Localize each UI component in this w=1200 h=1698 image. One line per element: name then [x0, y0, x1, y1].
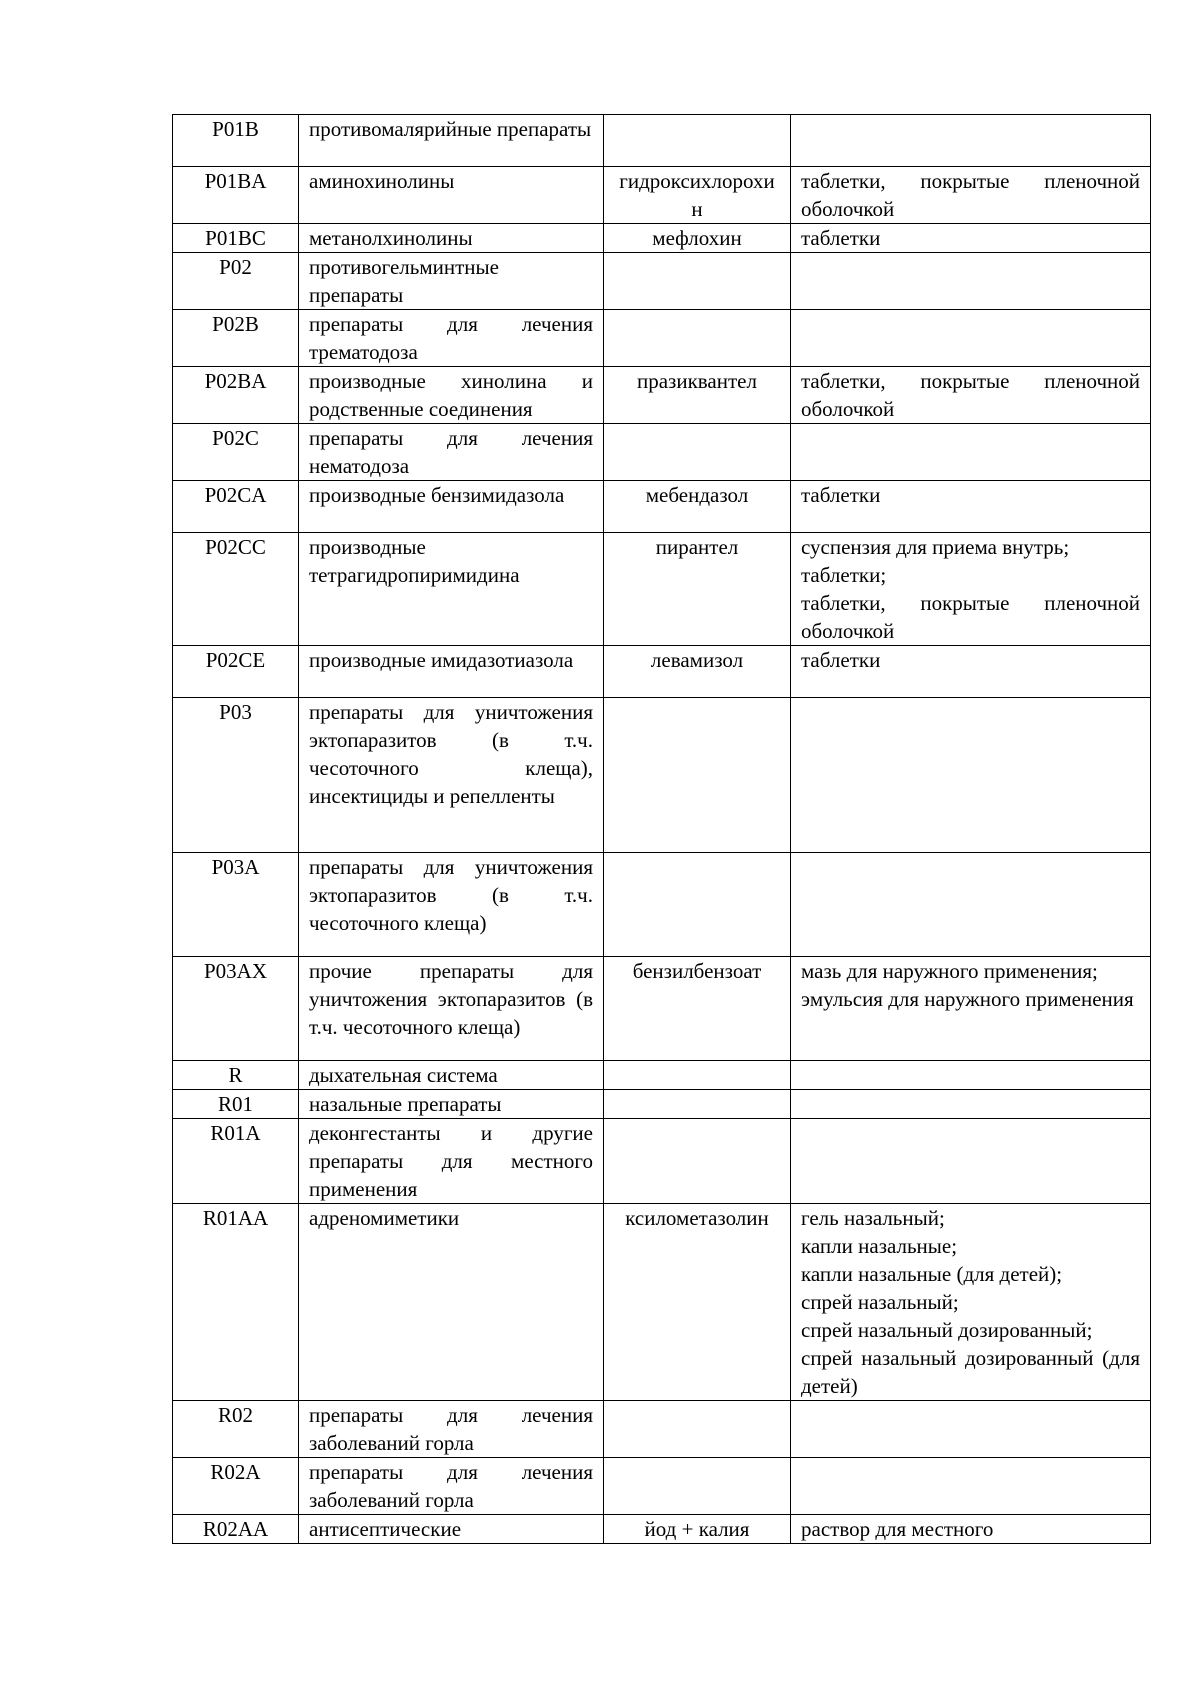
drug-name-cell [604, 115, 791, 167]
drug-name-cell: мебендазол [604, 481, 791, 533]
dosage-form-item: эмульсия для наружного применения [801, 987, 1134, 1011]
dosage-form-item: капли назальные (для детей); [801, 1262, 1063, 1286]
table-row [173, 533, 1151, 646]
table-row [173, 253, 1151, 310]
atc-code-cell: P02CE [173, 646, 299, 698]
dosage-form-item: спрей назальный дозированный (для детей) [801, 1346, 1140, 1398]
atc-code-cell: P02B [173, 310, 299, 367]
drug-name-cell [604, 1119, 791, 1204]
dosage-form-cell [791, 853, 1151, 957]
drug-name-cell: йод + калия [604, 1515, 791, 1544]
group-name-cell: назальные препараты [299, 1090, 604, 1119]
table-row [173, 1061, 1151, 1090]
group-name-cell: производные хинолина и родственные соединения [299, 367, 604, 424]
dosage-form-cell [791, 957, 1151, 1061]
dosage-form-cell [791, 481, 1151, 533]
drug-name-cell: мефлохин [604, 224, 791, 253]
group-name-cell: деконгестанты и другие препараты для местного применения [299, 1119, 604, 1204]
dosage-form-cell [791, 1061, 1151, 1090]
drug-name-cell [604, 253, 791, 310]
dosage-form-cell [791, 1515, 1151, 1544]
dosage-form-cell [791, 253, 1151, 310]
table-row [173, 853, 1151, 957]
atc-code-cell: R01 [173, 1090, 299, 1119]
group-name-cell: аминохинолины [299, 167, 604, 224]
drug-name-cell [604, 853, 791, 957]
dosage-form-cell [791, 310, 1151, 367]
group-name-cell: противогельминтные препараты [299, 253, 604, 310]
atc-code-cell: R [173, 1061, 299, 1090]
dosage-form-cell [791, 1119, 1151, 1204]
table-row [173, 115, 1151, 167]
table-row [173, 224, 1151, 253]
table-row [173, 1401, 1151, 1458]
group-name-cell: противомалярийные препараты [299, 115, 604, 167]
atc-code-cell: P01BA [173, 167, 299, 224]
table-row [173, 1458, 1151, 1515]
drug-name-cell: бензилбензоат [604, 957, 791, 1061]
table-row [173, 424, 1151, 481]
atc-code-cell: P03A [173, 853, 299, 957]
group-name-cell: дыхательная система [299, 1061, 604, 1090]
dosage-form-item: таблетки, покрытые пленочной оболочкой [801, 369, 1140, 421]
atc-code-cell: R02 [173, 1401, 299, 1458]
drug-name-cell: пирантел [604, 533, 791, 646]
table-row [173, 367, 1151, 424]
atc-code-cell: P02CA [173, 481, 299, 533]
dosage-form-cell [791, 224, 1151, 253]
dosage-form-item: таблетки [801, 648, 881, 672]
group-name-cell: препараты для уничтожения эктопаразитов (в т.ч. чесоточного клеща), инсектициды и репелленты [299, 698, 604, 853]
dosage-form-item: капли назальные; [801, 1234, 958, 1258]
group-name-cell: препараты для лечения заболеваний горла [299, 1458, 604, 1515]
dosage-form-cell [791, 1090, 1151, 1119]
group-name-cell: метанолхинолины [299, 224, 604, 253]
atc-code-cell: P03 [173, 698, 299, 853]
atc-code-cell: R02A [173, 1458, 299, 1515]
dosage-form-cell [791, 646, 1151, 698]
group-name-cell: адреномиметики [299, 1204, 604, 1401]
drug-name-cell: ксилометазолин [604, 1204, 791, 1401]
dosage-form-cell [791, 115, 1151, 167]
dosage-form-cell [791, 1458, 1151, 1515]
dosage-form-item: спрей назальный; [801, 1290, 959, 1314]
group-name-cell: препараты для уничтожения эктопаразитов (в т.ч. чесоточного клеща) [299, 853, 604, 957]
drug-name-cell: гидроксихлорохин [604, 167, 791, 224]
atc-code-cell: P02CC [173, 533, 299, 646]
table-row [173, 646, 1151, 698]
dosage-form-item: мазь для наружного применения; [801, 959, 1098, 983]
dosage-form-item: таблетки [801, 226, 881, 250]
dosage-form-cell [791, 167, 1151, 224]
group-name-cell: производные бензимидазола [299, 481, 604, 533]
atc-code-cell: P02 [173, 253, 299, 310]
dosage-form-item: раствор для местного [801, 1517, 994, 1541]
table-row [173, 1515, 1151, 1544]
atc-code-cell: R01AA [173, 1204, 299, 1401]
table-row [173, 1204, 1151, 1401]
dosage-form-item: гель назальный; [801, 1206, 945, 1230]
table-row [173, 1090, 1151, 1119]
drug-name-cell [604, 698, 791, 853]
atc-code-cell: P01B [173, 115, 299, 167]
drug-name-cell [604, 1061, 791, 1090]
atc-code-cell: P03AX [173, 957, 299, 1061]
group-name-cell: производные имидазотиазола [299, 646, 604, 698]
dosage-form-cell [791, 533, 1151, 646]
table-body [173, 115, 1151, 1544]
dosage-form-cell [791, 424, 1151, 481]
group-name-cell: препараты для лечения заболеваний горла [299, 1401, 604, 1458]
drug-name-cell [604, 1401, 791, 1458]
atc-code-cell: P02BA [173, 367, 299, 424]
table-row [173, 957, 1151, 1061]
group-name-cell: препараты для лечения трематодоза [299, 310, 604, 367]
atc-code-cell: P02C [173, 424, 299, 481]
drug-name-cell [604, 310, 791, 367]
dosage-form-item: суспензия для приема внутрь; [801, 535, 1070, 559]
table-row [173, 698, 1151, 853]
dosage-form-cell [791, 698, 1151, 853]
dosage-form-item: таблетки; [801, 563, 887, 587]
group-name-cell: прочие препараты для уничтожения эктопаразитов (в т.ч. чесоточного клеща) [299, 957, 604, 1061]
group-name-cell: препараты для лечения нематодоза [299, 424, 604, 481]
atc-code-cell: P01BC [173, 224, 299, 253]
group-name-cell: производные тетрагидропиримидина [299, 533, 604, 646]
dosage-form-cell [791, 1401, 1151, 1458]
dosage-form-cell [791, 1204, 1151, 1401]
table-row [173, 481, 1151, 533]
table-row [173, 1119, 1151, 1204]
drug-name-cell: левамизол [604, 646, 791, 698]
atc-code-cell: R01A [173, 1119, 299, 1204]
table-row [173, 310, 1151, 367]
dosage-form-item: спрей назальный дозированный; [801, 1318, 1093, 1342]
atc-code-cell: R02AA [173, 1515, 299, 1544]
dosage-form-item: таблетки, покрытые пленочной оболочкой [801, 169, 1140, 221]
drug-name-cell [604, 424, 791, 481]
drug-name-cell [604, 1090, 791, 1119]
drug-name-cell: празиквантел [604, 367, 791, 424]
dosage-form-item: таблетки, покрытые пленочной оболочкой [801, 591, 1140, 643]
dosage-form-cell [791, 367, 1151, 424]
drug-name-cell [604, 1458, 791, 1515]
group-name-cell: антисептические [299, 1515, 604, 1544]
table-row [173, 167, 1151, 224]
drug-table [172, 114, 1151, 1544]
dosage-form-item: таблетки [801, 483, 881, 507]
